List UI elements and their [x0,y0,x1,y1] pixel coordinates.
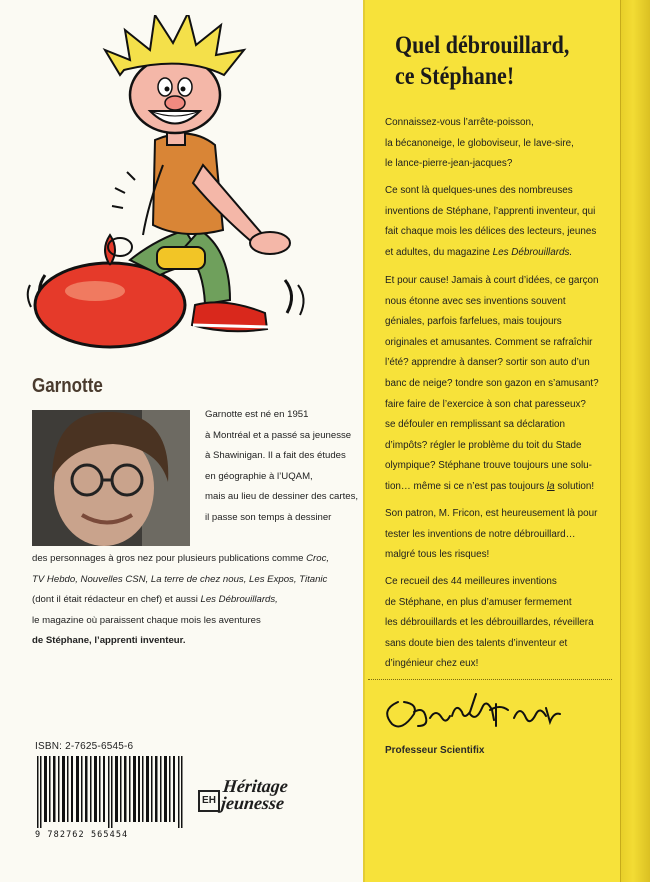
headline: Quel débrouillard, ce Stéphane! [395,32,570,90]
bio-line: à Shawinigan. Il a fait des études [205,450,346,461]
bio-line: Garnotte est né en 1951 [205,409,309,420]
bio-line: TV Hebdo, Nouvelles CSN, La terre de chez nous, Les Expos, Titanic [32,573,328,585]
bio-line: il passe son temps à dessiner [205,511,332,523]
author-bio-short-lines [205,405,358,528]
barcode-number: 9 782762 565454 [35,830,129,840]
book-spine [620,0,650,882]
paragraph-5: Ce recueil des 44 meilleures inventions de Stéphane, en plus d’amuser fermement les débrouillards et les débrouillardes, réveillera sans doute bien des talents d’inventeur et d’ingénieur chez eux! [385,576,594,670]
author-portrait-icon [32,410,190,546]
barcode-icon [35,756,185,828]
cartoon-boy-hopper-ball-icon [25,15,325,355]
bio-line: des personnages à gros nez pour plusieurs publications comme Croc, [32,553,330,564]
bio-line: mais au lieu de dessiner des cartes, [205,491,359,502]
paragraph-4: Son patron, M. Fricon, est heureusement là pour tester les inventions de notre débrouillard… malgré tous les risques! [385,508,598,561]
eh-logo: EH [198,790,220,812]
bio-line: en géographie à l’UQAM, [205,470,313,482]
bio-line: de Stéphane, l’apprenti inventeur. [32,635,186,646]
author-photo [32,410,190,546]
author-name: Garnotte [32,375,103,397]
bio-line: à Montréal et a passé sa jeunesse [205,429,352,441]
author-bio-long-lines [32,549,329,652]
paragraph-2: Ce sont là quelques-unes des nombreuses inventions de Stéphane, l’apprenti inventeur, qui fait chaque mois les délices des lecteurs, jeunes et adultes, du magazine Les Débrouillards. [385,185,597,258]
bio-line: (dont il était rédacteur en chef) et aussi Les Débrouillards, [32,594,278,605]
paragraph-3: Et pour cause! Jamais à court d’idées, ce garçon nous étonne avec ses inventions souvent géniales, parfois farfelues, mais toujours originales et amusantes. Comment se rafraîchir l’été? apprendre à danser? sortir son auto d’un banc de neige? tondre son gazon en s’amusant? faire faire de l’exercice à son chat paresseux? se défouler en remplissant sa déclaration d’impôts? régler le problème du toit du Stade olympique? Stéphane trouve toujours une solu- tion… même si ce n’est pas toujours la solution! [385,275,599,492]
paragraph-1: Connaissez-vous l’arrête-poisson, la bécanoneige, le globoviseur, le lave-sire, le lance-pierre-jean-jacques? [385,117,574,170]
signer-name: Professeur Scientifix [385,745,485,756]
panel-divider [363,0,365,882]
dotted-separator [368,679,612,680]
bio-line: le magazine où paraissent chaque mois les aventures [32,614,261,626]
isbn-label: ISBN: 2-7625-6545-6 [35,741,134,752]
handwritten-signature-icon [378,690,568,732]
publisher-logo: Héritage jeunesse [220,776,289,813]
